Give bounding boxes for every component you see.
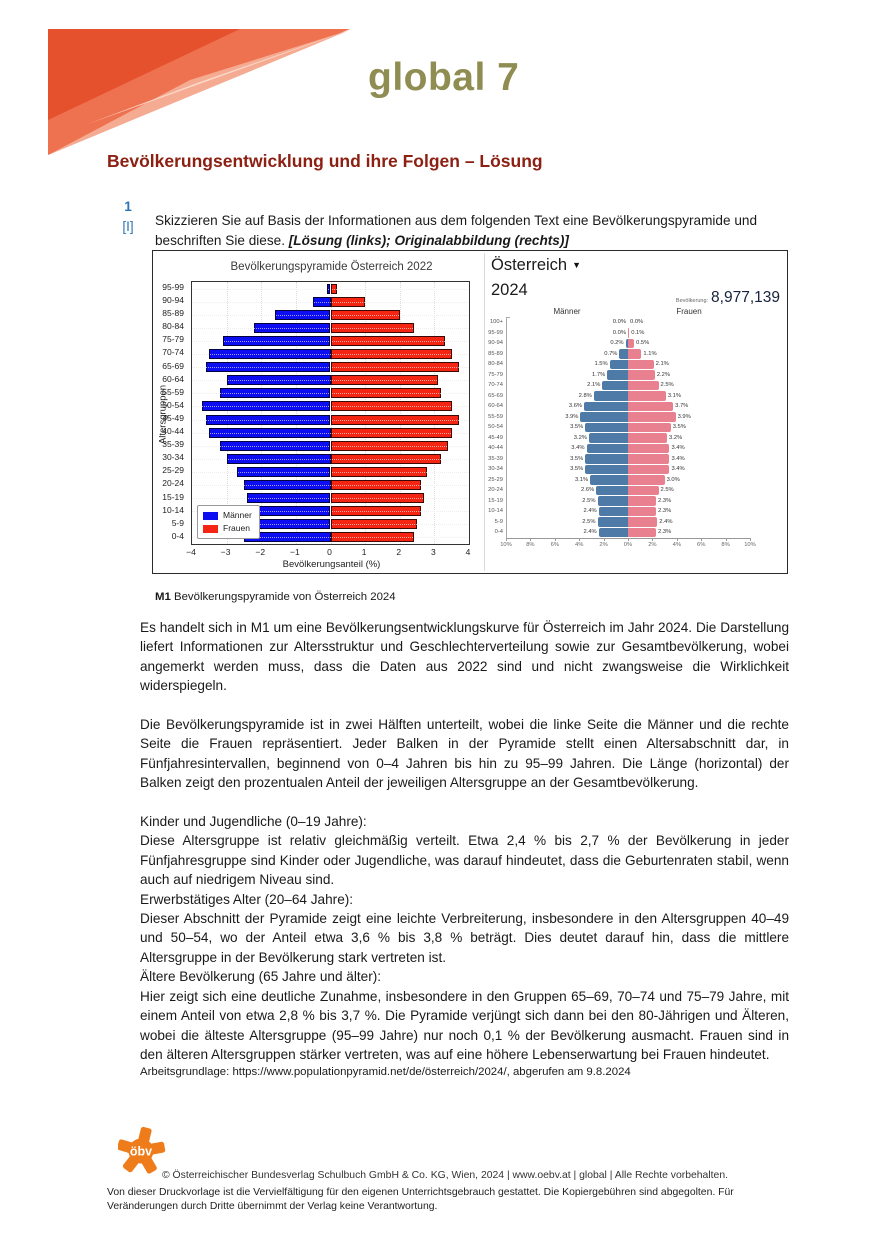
copyright-line: © Österreichischer Bundesverlag Schulbuch GmbH & Co. KG, Wien, 2024 | www.oebv.at | global | Alle Rechte vorbehalten.	[162, 1170, 728, 1181]
country-dropdown[interactable]	[491, 256, 581, 275]
grid-line-overlay	[192, 302, 469, 303]
pct-frauen-30-34: 3.4%	[671, 466, 685, 472]
left-chart-x-axis-label: Bevölkerungsanteil (%)	[282, 559, 381, 570]
y-tick-15-19: 15-19	[162, 491, 184, 502]
age-label-55-59: 55-59	[488, 413, 503, 420]
grid-line-overlay	[192, 354, 469, 355]
x-axis-tick-10	[750, 538, 751, 541]
grid-line-vertical	[400, 282, 401, 544]
oebv-logo-text: öbv	[129, 1144, 153, 1159]
age-label-10-14: 10-14	[488, 508, 503, 514]
x-axis-tick-6	[652, 538, 653, 541]
pct-frauen-60-64: 3.7%	[675, 403, 689, 409]
grid-line-overlay	[192, 446, 469, 447]
figure-caption-text: Bevölkerungspyramide von Österreich 2024	[170, 591, 396, 604]
bar-maenner-0-4	[599, 528, 628, 538]
bar-maenner-10-14	[599, 507, 628, 517]
pct-maenner-60-64: 3.6%	[568, 403, 583, 409]
x-axis-tick-0	[506, 538, 507, 541]
age-label-90-94: 90-94	[488, 340, 503, 346]
age-label-65-69: 65-69	[488, 392, 503, 399]
bar-maenner-80-84	[610, 360, 628, 370]
grid-line-overlay	[192, 380, 469, 381]
task-emphasis: [Lösung (links); Originalabbildung (rechts)]	[288, 232, 569, 248]
x-tick-−3: −3	[220, 547, 231, 557]
bar-maenner-45-49	[589, 433, 628, 443]
grid-line-overlay	[192, 459, 469, 460]
task-instruction: Skizzieren Sie auf Basis der Informationen aus dem folgenden Text eine Bevölkerungspyramide und beschriften Sie diese.	[155, 212, 758, 248]
task-competency-tag: [I]	[122, 219, 134, 234]
x-tick-label-2: 6%	[550, 542, 559, 548]
task-number-column	[112, 197, 144, 237]
bar-maenner-25-29	[590, 475, 628, 485]
pct-maenner-70-74: 2.1%	[587, 382, 601, 388]
y-tick-0-4: 0-4	[171, 530, 184, 541]
bar-maenner-85-89	[619, 349, 628, 359]
right-chart-y-axis	[506, 317, 507, 538]
bar-maenner-60-64	[584, 402, 628, 412]
y-tick-85-89: 85-89	[162, 308, 184, 319]
bar-frauen-20-24	[628, 486, 659, 496]
left-chart-legend	[197, 505, 260, 539]
legend-swatch-maenner	[203, 512, 218, 520]
legend-entry-frauen	[203, 522, 252, 535]
grid-line-overlay	[192, 472, 469, 473]
pct-maenner-35-39: 3.5%	[570, 455, 584, 462]
task-number: 1	[124, 199, 132, 214]
x-tick-label-9: 8%	[721, 542, 730, 548]
bar-frauen-25-29	[628, 475, 665, 485]
left-chart-y-axis-label: Altersgruppen	[157, 384, 169, 445]
y-tick-25-29: 25-29	[162, 465, 184, 476]
bar-frauen-30-34	[628, 465, 669, 475]
figure-m1	[152, 250, 788, 574]
age-label-35-39: 35-39	[488, 455, 503, 462]
pct-frauen-25-29: 3.0%	[666, 476, 680, 483]
bar-frauen-55-59	[628, 412, 676, 422]
y-tick-10-14: 10-14	[162, 504, 184, 515]
x-tick-−2: −2	[255, 547, 266, 557]
grid-line-overlay	[192, 485, 469, 486]
y-tick-40-44: 40-44	[162, 426, 184, 437]
grid-line-vertical	[434, 282, 435, 544]
legal-notice: Von dieser Druckvorlage ist die Vervielfältigung für den eigenen Unterrichtsgebrauch gestattet. Die Kopiergebühren sind abgegolten. Für Veränderungen durch Dritte übernimmt der Verlag keine Verantwortung.	[107, 1187, 734, 1212]
grid-line-vertical	[365, 282, 366, 544]
right-pyramid-chart	[484, 253, 786, 571]
figure-caption-label: M1	[155, 591, 171, 604]
chevron-down-icon: ▼	[572, 260, 582, 270]
pct-frauen-90-94: 0.5%	[636, 340, 650, 346]
bar-frauen-0-4	[628, 528, 656, 538]
y-tick-55-59: 55-59	[162, 386, 184, 397]
age-label-20-24: 20-24	[488, 487, 503, 493]
bar-maenner-70-74	[602, 381, 628, 391]
y-tick-50-54: 50-54	[162, 399, 184, 410]
task-text	[155, 211, 791, 251]
bar-maenner-50-54	[585, 423, 628, 433]
age-label-95-99: 95-99	[488, 329, 503, 336]
bar-frauen-70-74	[628, 381, 659, 391]
paragraph-kinder: Diese Altersgruppe ist relativ gleichmäßig verteilt. Etwa 2,4 % bis 2,7 % der Bevölkerung in jeder Fünfjahresgruppe sind Kinder oder Jugendliche, was darauf hindeutet, dass die Geburtenraten stabil, wenn auch auf niedrigem Niveau sind.	[140, 833, 789, 888]
x-axis-tick-2	[555, 538, 556, 541]
bar-frauen-75-79	[628, 370, 655, 380]
pct-maenner-90-94: 0.2%	[610, 340, 624, 346]
grid-line-overlay	[192, 328, 469, 329]
y-tick-45-49: 45-49	[162, 412, 184, 423]
x-tick-2: 2	[396, 547, 402, 557]
pct-frauen-75-79: 2.2%	[656, 371, 671, 378]
pct-frauen-100+: 0.0%	[630, 319, 644, 325]
pct-frauen-35-39: 3.4%	[671, 455, 685, 462]
y-tick-20-24: 20-24	[162, 478, 184, 489]
heading-aeltere: Ältere Bevölkerung (65 Jahre und älter):	[140, 969, 382, 985]
legend-label-maenner: Männer	[223, 510, 252, 520]
paragraph-intro2: Die Bevölkerungspyramide ist in zwei Hälften unterteilt, wobei die linke Seite die Männer und die rechte Seite die Frauen repräsentiert. Jeder Balken in der Pyramide stellt einen Altersabschnitt dar, in Fünfjahresintervallen, beginnend von 0–4 Jahren bis hin zu 95–99 Jahren. Die Länge (horizontal) der Balken zeigt den prozentualen Anteil der jeweiligen Altersgruppe an der Gesamtbevölkerung.	[140, 717, 789, 791]
bar-maenner-30-34	[585, 465, 628, 475]
maenner-column-label: Männer	[553, 307, 581, 316]
pct-frauen-80-84: 2.1%	[655, 361, 669, 367]
pct-frauen-70-74: 2.5%	[660, 382, 674, 388]
bar-frauen-90-94	[628, 339, 634, 349]
y-tick-60-64: 60-64	[162, 373, 184, 384]
grid-line-overlay	[192, 498, 469, 499]
pct-frauen-85-89: 1.1%	[643, 350, 657, 357]
heading-erwerb: Erwerbstätiges Alter (20–64 Jahre):	[140, 891, 354, 907]
year-label: 2024	[491, 281, 528, 299]
bar-frauen-60-64	[628, 402, 673, 412]
bar-frauen-35-39	[628, 454, 669, 464]
bar-frauen-5-9	[628, 517, 657, 527]
pct-maenner-10-14: 2.4%	[583, 508, 597, 514]
age-label-0-4: 0-4	[494, 529, 503, 535]
pct-frauen-20-24: 2.5%	[660, 487, 674, 493]
x-axis-tick-8	[701, 538, 702, 541]
population-label: Bevölkerung:	[675, 298, 709, 304]
paragraph-intro1: Es handelt sich in M1 um eine Bevölkerungsentwicklungskurve für Österreich im Jahr 2024. Die Darstellung liefert Informationen zur Altersstruktur und Geschlechterverteilung sowie zur Gesamtbevölkerung, wobei angemerkt werden muss, dass die Daten aus 2022 sind und nicht zwangsweise die Wirklichkeit widerspiegeln.	[140, 620, 789, 694]
bar-maenner-65-69	[594, 391, 628, 401]
left-chart-title: Bevölkerungspyramide Österreich 2022	[230, 261, 433, 273]
pct-frauen-45-49: 3.2%	[669, 434, 683, 441]
age-label-15-19: 15-19	[488, 497, 503, 504]
age-label-30-34: 30-34	[488, 466, 503, 472]
x-axis-tick-4	[604, 538, 605, 541]
legend-entry-maenner	[203, 509, 252, 522]
x-tick-4: 4	[465, 547, 471, 557]
bar-frauen-45-49	[628, 433, 667, 443]
y-tick-95-99: 95-99	[162, 282, 184, 292]
pct-maenner-30-34: 3.5%	[570, 466, 584, 472]
grid-line-overlay	[192, 315, 469, 316]
x-axis-tick-9	[726, 538, 727, 541]
bar-maenner-40-44	[587, 444, 628, 454]
age-label-25-29: 25-29	[488, 476, 503, 483]
country-name: Österreich	[491, 256, 568, 274]
pct-frauen-10-14: 2.3%	[658, 508, 672, 514]
pct-maenner-75-79: 1.7%	[592, 371, 606, 378]
y-tick-70-74: 70-74	[162, 347, 184, 358]
grid-line-overlay	[192, 406, 469, 407]
right-chart-y-axis-tick	[506, 317, 510, 318]
age-label-45-49: 45-49	[488, 434, 503, 441]
x-axis-tick-3	[579, 538, 580, 541]
bar-maenner-55-59	[580, 412, 628, 422]
age-label-70-74: 70-74	[488, 382, 503, 388]
oebv-logo	[118, 1124, 168, 1174]
pct-frauen-95-99: 0.1%	[631, 329, 645, 336]
bar-maenner-35-39	[585, 454, 628, 464]
bar-frauen-15-19	[628, 496, 656, 506]
bar-frauen-95-99	[628, 328, 629, 338]
pct-maenner-95-99: 0.0%	[612, 329, 626, 336]
pct-frauen-15-19: 2.3%	[658, 497, 672, 504]
bar-maenner-15-19	[598, 496, 629, 506]
grid-line-overlay	[192, 289, 469, 290]
x-axis-tick-1	[530, 538, 531, 541]
bar-maenner-75-79	[607, 370, 628, 380]
pct-maenner-65-69: 2.8%	[578, 392, 592, 399]
x-axis-tick-5	[628, 538, 629, 541]
figure-caption	[155, 591, 396, 603]
bar-frauen-10-14	[628, 507, 656, 517]
left-chart-y-tick-labels	[153, 281, 188, 543]
grid-line-overlay	[192, 341, 469, 342]
pct-maenner-0-4: 2.4%	[583, 529, 597, 535]
x-tick-label-5: 0%	[623, 542, 633, 548]
pct-maenner-25-29: 3.1%	[574, 476, 589, 483]
pct-frauen-5-9: 2.4%	[659, 518, 673, 525]
pct-frauen-40-44: 3.4%	[671, 445, 685, 451]
x-tick-label-10: 10%	[744, 542, 756, 548]
y-tick-90-94: 90-94	[162, 295, 184, 306]
age-label-50-54: 50-54	[488, 424, 503, 430]
x-tick-label-6: 2%	[648, 542, 657, 548]
pct-maenner-55-59: 3.9%	[565, 413, 579, 420]
grid-line-vertical	[261, 282, 262, 544]
bar-frauen-80-84	[628, 360, 654, 370]
y-tick-80-84: 80-84	[162, 321, 184, 332]
x-tick-label-3: 4%	[574, 542, 584, 548]
bar-frauen-65-69	[628, 391, 666, 401]
x-tick-0: 0	[327, 547, 332, 557]
pct-maenner-45-49: 3.2%	[573, 434, 587, 441]
y-tick-75-79: 75-79	[162, 334, 184, 345]
paragraph-erwerb: Dieser Abschnitt der Pyramide zeigt eine leichte Verbreiterung, insbesondere in den Altersgruppen 40–49 und 50–54, wo der Anteil etwa 3,6 % bis 3,8 % beträgt. Dies deutet darauf hin, dass die mittlere Altersgruppe in der Bevölkerung stark vertreten ist.	[140, 911, 789, 965]
grid-line-vertical	[331, 282, 332, 544]
age-label-75-79: 75-79	[488, 371, 503, 378]
age-label-80-84: 80-84	[488, 361, 503, 367]
age-label-85-89: 85-89	[488, 350, 503, 357]
age-label-60-64: 60-64	[488, 403, 503, 409]
bar-frauen-50-54	[628, 423, 671, 433]
age-label-5-9: 5-9	[494, 518, 503, 525]
grid-line-overlay	[192, 420, 469, 421]
y-tick-65-69: 65-69	[162, 360, 184, 371]
pct-maenner-85-89: 0.7%	[604, 350, 618, 357]
y-tick-30-34: 30-34	[162, 452, 184, 463]
pct-maenner-50-54: 3.5%	[570, 424, 584, 430]
series-title: global 7	[368, 56, 520, 99]
grid-line-overlay	[192, 367, 469, 368]
corner-triangles-graphic	[40, 20, 370, 155]
body-text	[140, 618, 789, 1081]
grid-line-overlay	[192, 433, 469, 434]
pct-maenner-100+: 0.0%	[612, 319, 626, 325]
age-label-40-44: 40-44	[488, 445, 503, 451]
population-readout	[676, 289, 780, 307]
population-value: 8,977,139	[711, 289, 780, 306]
pct-frauen-55-59: 3.9%	[677, 413, 691, 420]
pct-maenner-15-19: 2.5%	[582, 497, 596, 504]
x-tick-1: 1	[361, 547, 367, 557]
page-title: Bevölkerungsentwicklung und ihre Folgen – Lösung	[107, 151, 543, 171]
pct-frauen-65-69: 3.1%	[667, 392, 682, 399]
frauen-column-label: Frauen	[676, 307, 702, 316]
bar-frauen-40-44	[628, 444, 669, 454]
pct-maenner-40-44: 3.4%	[571, 445, 585, 451]
x-tick-label-7: 4%	[672, 542, 681, 548]
y-tick-35-39: 35-39	[162, 439, 184, 450]
bar-maenner-5-9	[598, 517, 629, 527]
pct-maenner-80-84: 1.5%	[594, 361, 608, 367]
x-tick-label-0: 10%	[500, 542, 512, 548]
x-axis-tick-7	[677, 538, 678, 541]
legend-swatch-frauen	[203, 525, 218, 533]
legend-label-frauen: Frauen	[223, 523, 250, 533]
paragraph-aeltere: Hier zeigt sich eine deutliche Zunahme, insbesondere in den Gruppen 65–69, 70–74 und 75–79 Jahre, mit einem Anteil von etwa 2,8 % bis 3,7 %. Die Pyramide verjüngt sich dann bei den 80-Jährigen und Älteren, wobei die älteste Altersgruppe (95–99 Jahre) nur noch 0,1 % der Bevölkerung ausmacht. Frauen sind in den älteren Altersgruppen stärker vertreten, was auf eine höhere Lebenserwartung bei Frauen hindeutet.	[140, 988, 789, 1062]
x-tick-−4: −4	[186, 547, 196, 557]
pct-frauen-50-54: 3.5%	[672, 424, 686, 430]
source-line: Arbeitsgrundlage: https://www.populationpyramid.net/de/österreich/2024/, abgerufen am 9.8.2024	[140, 1066, 631, 1079]
x-tick-3: 3	[431, 547, 436, 557]
pct-frauen-0-4: 2.3%	[658, 529, 672, 535]
age-label-100+: 100+	[489, 319, 503, 325]
pct-maenner-5-9: 2.5%	[582, 518, 596, 525]
x-tick-label-8: 6%	[696, 542, 706, 548]
heading-kinder: Kinder und Jugendliche (0–19 Jahre):	[140, 814, 367, 830]
pct-maenner-20-24: 2.6%	[581, 487, 595, 493]
bar-maenner-20-24	[596, 486, 628, 496]
x-tick-−1: −1	[290, 547, 300, 557]
left-pyramid-plot	[191, 281, 470, 545]
y-tick-5-9: 5-9	[171, 517, 184, 528]
x-tick-label-1: 8%	[526, 542, 535, 548]
bar-frauen-85-89	[628, 349, 641, 359]
grid-line-vertical	[296, 282, 297, 544]
x-tick-label-4: 2%	[599, 542, 608, 548]
grid-line-overlay	[192, 393, 469, 394]
